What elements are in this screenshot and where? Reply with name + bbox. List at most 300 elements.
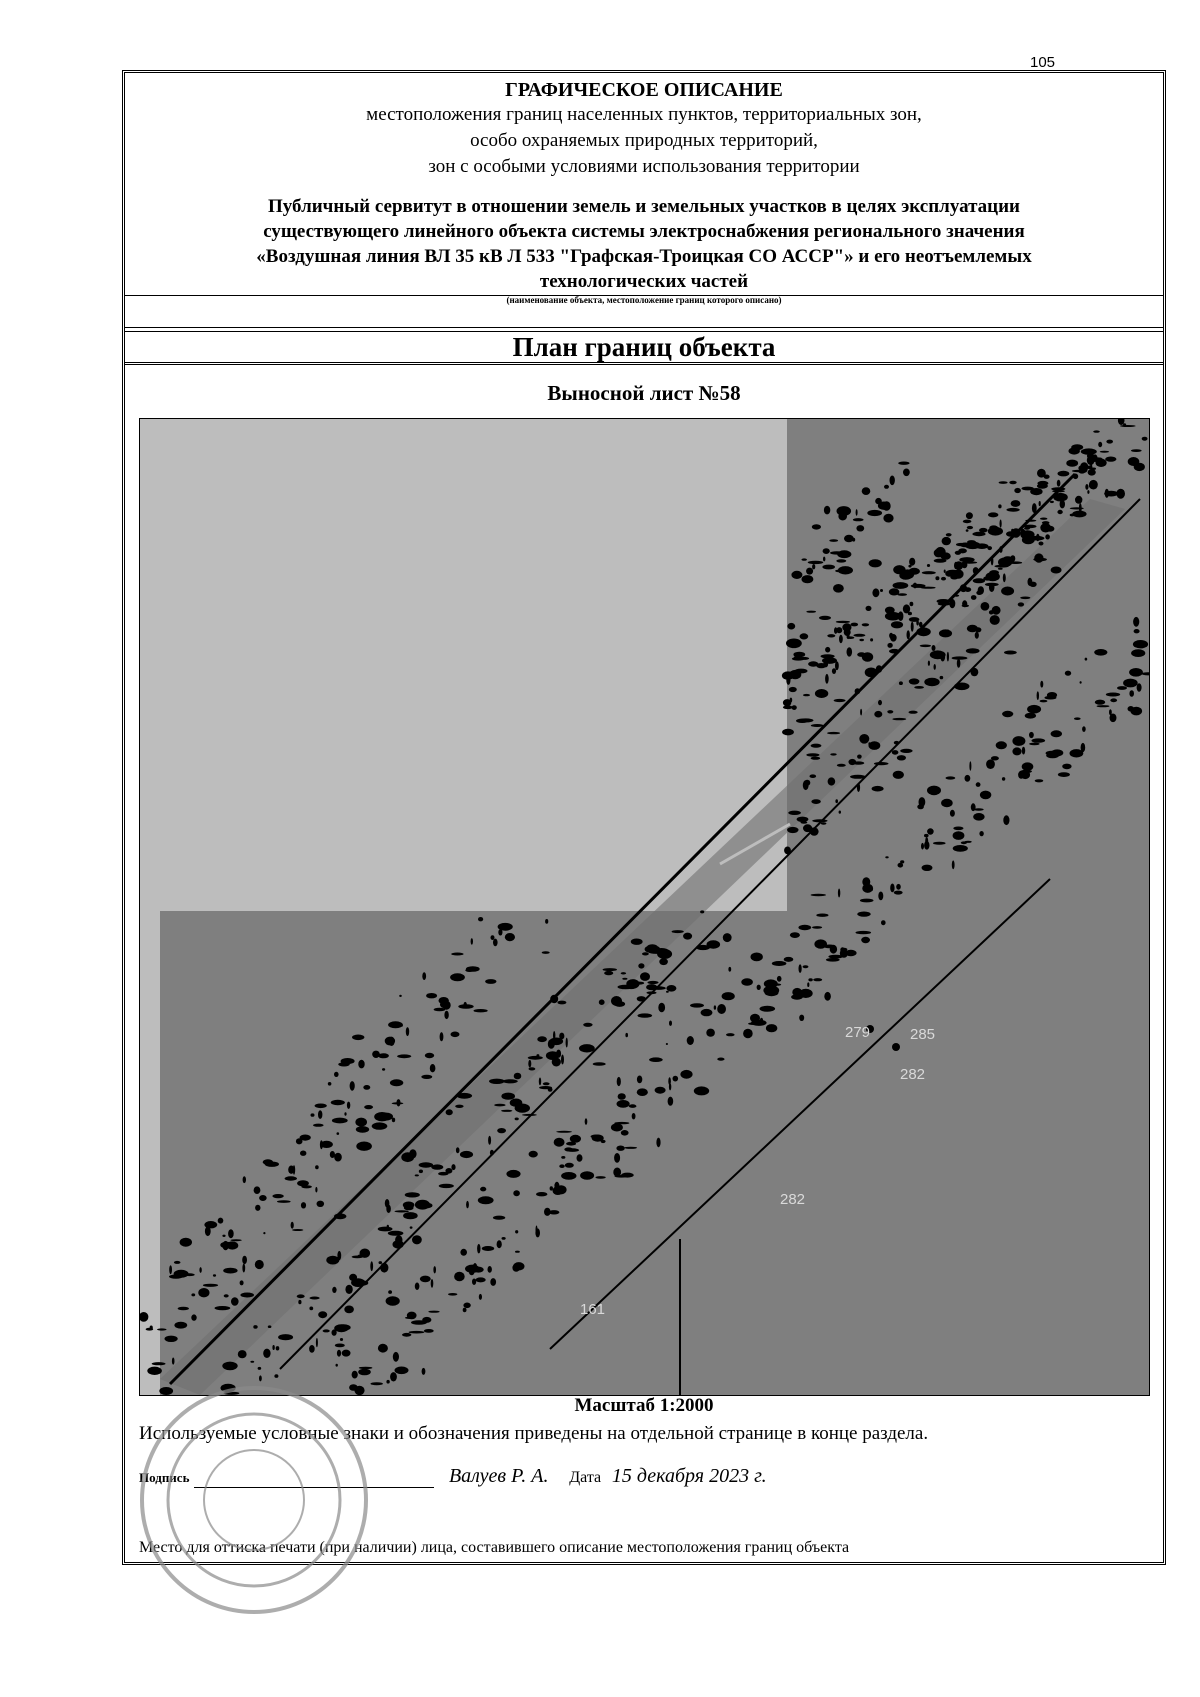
- vegetation-spot: [836, 621, 850, 623]
- vegetation-spot: [331, 1100, 345, 1105]
- vegetation-spot: [1021, 770, 1031, 779]
- vegetation-spot: [493, 1216, 505, 1220]
- vegetation-spot: [554, 1138, 565, 1147]
- vegetation-spot: [546, 1051, 559, 1060]
- vegetation-spot: [364, 1105, 373, 1109]
- vegetation-spot: [1090, 462, 1092, 470]
- vegetation-spot: [966, 648, 980, 653]
- vegetation-spot: [880, 589, 883, 592]
- vegetation-spot: [415, 1283, 420, 1290]
- vegetation-spot: [334, 1324, 348, 1332]
- vegetation-spot: [480, 1187, 486, 1192]
- vegetation-spot: [300, 1135, 311, 1141]
- vegetation-spot: [439, 997, 449, 1004]
- vegetation-spot: [613, 1168, 621, 1177]
- vegetation-spot: [658, 1003, 665, 1013]
- vegetation-spot: [830, 753, 836, 755]
- vegetation-spot: [335, 1344, 345, 1348]
- vegetation-spot: [614, 1153, 620, 1163]
- vegetation-spot: [1142, 437, 1148, 441]
- vegetation-spot: [802, 575, 814, 583]
- vegetation-spot: [828, 955, 843, 959]
- vegetation-spot: [618, 985, 634, 990]
- subtitle-line-2: особо охраняемых природных территорий,: [470, 130, 818, 151]
- vegetation-spot: [378, 1053, 389, 1058]
- vegetation-spot: [836, 559, 846, 562]
- vegetation-spot: [1089, 480, 1098, 490]
- vegetation-spot: [300, 1151, 306, 1156]
- vegetation-spot: [973, 578, 985, 583]
- vegetation-spot: [826, 958, 840, 962]
- signer-name: Валуев Р. А.: [448, 1465, 549, 1487]
- vegetation-spot: [642, 952, 649, 955]
- vegetation-spot: [358, 1060, 364, 1069]
- vegetation-spot: [750, 1014, 760, 1023]
- vegetation-spot: [238, 1350, 247, 1358]
- vegetation-spot: [561, 1055, 564, 1065]
- vegetation-spot: [285, 1176, 297, 1180]
- vegetation-spot: [1006, 508, 1019, 512]
- vegetation-spot: [1014, 488, 1021, 493]
- vegetation-spot: [793, 652, 805, 658]
- vegetation-spot: [850, 775, 866, 779]
- vegetation-spot: [460, 1249, 467, 1256]
- vegetation-spot: [180, 1238, 192, 1247]
- vegetation-spot: [1098, 442, 1102, 447]
- vegetation-spot: [263, 1232, 265, 1234]
- vegetation-spot: [787, 623, 795, 630]
- vegetation-spot: [1105, 457, 1116, 462]
- object-name-line-4: технологических частей: [539, 271, 749, 292]
- vegetation-spot: [845, 950, 857, 956]
- map-label: 285: [910, 1026, 936, 1043]
- vegetation-spot: [529, 1067, 536, 1070]
- vegetation-spot: [808, 978, 812, 981]
- vegetation-spot: [537, 1036, 547, 1042]
- legend-note: Используемые условные знаки и обозначения приведены на отдельной странице в конце раздела.: [139, 1423, 929, 1444]
- vegetation-spot: [222, 1241, 228, 1250]
- vegetation-spot: [857, 783, 860, 792]
- vegetation-spot: [501, 1093, 515, 1100]
- vegetation-spot: [485, 979, 496, 984]
- vegetation-spot: [617, 1077, 621, 1086]
- vegetation-spot: [638, 963, 644, 968]
- vegetation-spot: [971, 803, 976, 811]
- vegetation-spot: [1057, 480, 1061, 487]
- vegetation-spot: [326, 1256, 339, 1265]
- vegetation-spot: [1081, 743, 1086, 752]
- vegetation-spot: [907, 630, 910, 639]
- vegetation-spot: [1022, 536, 1035, 545]
- vegetation-spot: [823, 548, 830, 554]
- vegetation-spot: [318, 1311, 327, 1318]
- vegetation-spot: [853, 634, 865, 637]
- vegetation-spot: [222, 1235, 225, 1237]
- vegetation-spot: [1003, 815, 1009, 825]
- vegetation-spot: [680, 1070, 692, 1079]
- vegetation-spot: [816, 663, 826, 668]
- vegetation-spot: [673, 1076, 679, 1082]
- vegetation-spot: [934, 664, 936, 670]
- vegetation-spot: [451, 953, 463, 956]
- vegetation-spot: [388, 1231, 404, 1236]
- vegetation-spot: [444, 1011, 448, 1019]
- vegetation-spot: [800, 633, 809, 639]
- vegetation-spot: [542, 951, 550, 954]
- vegetation-spot: [941, 577, 946, 581]
- vegetation-spot: [824, 992, 831, 1001]
- vegetation-spot: [446, 1109, 453, 1115]
- vegetation-spot: [666, 1043, 668, 1045]
- vegetation-spot: [666, 985, 676, 992]
- vegetation-spot: [548, 1039, 555, 1049]
- vegetation-spot: [807, 982, 809, 987]
- vegetation-spot: [637, 1088, 648, 1096]
- vegetation-spot: [998, 568, 1003, 570]
- vegetation-spot: [169, 1275, 183, 1279]
- vegetation-spot: [887, 710, 893, 713]
- vegetation-spot: [878, 700, 882, 705]
- vegetation-spot: [647, 981, 658, 984]
- vegetation-spot: [890, 476, 895, 486]
- vegetation-spot: [1057, 510, 1062, 514]
- vegetation-spot: [638, 1013, 653, 1017]
- vegetation-spot: [1051, 567, 1062, 574]
- vegetation-spot: [1073, 474, 1078, 480]
- vegetation-spot: [847, 634, 850, 640]
- vegetation-spot: [382, 1068, 385, 1071]
- vegetation-spot: [415, 1174, 419, 1176]
- vegetation-spot: [386, 1205, 391, 1213]
- vegetation-spot: [1050, 501, 1054, 503]
- vegetation-spot: [979, 831, 983, 836]
- vegetation-spot: [420, 1276, 431, 1283]
- vegetation-spot: [887, 643, 892, 648]
- vegetation-spot: [927, 786, 941, 796]
- vegetation-spot: [614, 1122, 629, 1124]
- vegetation-spot: [347, 1102, 350, 1109]
- vegetation-spot: [272, 1345, 274, 1350]
- vegetation-spot: [986, 759, 995, 769]
- vegetation-spot: [215, 1306, 231, 1310]
- vegetation-spot: [451, 1164, 455, 1170]
- vegetation-spot: [1040, 681, 1043, 688]
- vegetation-spot: [614, 1001, 625, 1007]
- vegetation-spot: [243, 1176, 246, 1183]
- object-name-line-1: Публичный сервитут в отношении земель и земельных участков в целях эксплуатации: [268, 196, 1020, 217]
- vegetation-spot: [757, 985, 761, 990]
- vegetation-spot: [835, 570, 843, 573]
- vegetation-spot: [169, 1265, 172, 1274]
- vegetation-spot: [932, 645, 936, 651]
- vegetation-spot: [909, 678, 920, 684]
- vegetation-spot: [659, 958, 668, 965]
- vegetation-spot: [385, 1037, 395, 1046]
- vegetation-spot: [914, 686, 924, 689]
- vegetation-spot: [1042, 521, 1050, 524]
- vegetation-spot: [701, 1009, 713, 1016]
- vegetation-spot: [976, 591, 982, 595]
- vegetation-spot: [989, 610, 994, 614]
- vegetation-spot: [811, 724, 824, 727]
- vegetation-spot: [454, 1272, 465, 1282]
- vegetation-spot: [1128, 706, 1135, 712]
- vegetation-spot: [448, 1293, 457, 1296]
- vegetation-spot: [218, 1218, 224, 1224]
- vegetation-spot: [748, 1022, 759, 1025]
- vegetation-spot: [253, 1325, 257, 1329]
- vegetation-spot: [406, 1027, 409, 1036]
- vegetation-spot: [580, 1171, 594, 1180]
- vegetation-spot: [191, 1293, 195, 1296]
- vegetation-spot: [885, 612, 901, 621]
- sheet-title: Выносной лист №58: [547, 381, 741, 405]
- vegetation-spot: [1080, 681, 1082, 684]
- vegetation-spot: [395, 1235, 402, 1244]
- vegetation-spot: [579, 1044, 595, 1052]
- vegetation-spot: [493, 939, 498, 947]
- vegetation-spot: [857, 652, 866, 657]
- vegetation-spot: [798, 657, 809, 660]
- vegetation-spot: [472, 1279, 476, 1285]
- vegetation-spot: [419, 1170, 423, 1174]
- vegetation-spot: [1131, 449, 1142, 452]
- vegetation-spot: [422, 1368, 426, 1375]
- vegetation-spot: [355, 1118, 367, 1127]
- vegetation-spot: [954, 562, 958, 569]
- vegetation-spot: [857, 912, 870, 917]
- vegetation-spot: [798, 925, 811, 930]
- vegetation-spot: [433, 1266, 436, 1273]
- vegetation-spot: [409, 1149, 416, 1158]
- vegetation-spot: [1032, 738, 1046, 742]
- vegetation-spot: [344, 1306, 354, 1314]
- vegetation-spot: [515, 1118, 519, 1121]
- vegetation-spot: [426, 993, 437, 998]
- vegetation-spot: [313, 1124, 324, 1127]
- vegetation-spot: [336, 1364, 338, 1367]
- vegetation-spot: [398, 1025, 403, 1027]
- vegetation-spot: [889, 633, 893, 639]
- vegetation-spot: [388, 1021, 403, 1028]
- vegetation-spot: [860, 709, 862, 716]
- vegetation-spot: [976, 782, 981, 787]
- vegetation-spot: [787, 827, 798, 833]
- vegetation-spot: [422, 972, 426, 980]
- vegetation-spot: [292, 1229, 303, 1231]
- vegetation-spot: [425, 1053, 434, 1058]
- vegetation-spot: [933, 842, 946, 845]
- vegetation-spot: [203, 1284, 218, 1287]
- vegetation-spot: [973, 813, 984, 821]
- vegetation-spot: [315, 1165, 319, 1169]
- vegetation-spot: [795, 669, 808, 674]
- vegetation-spot: [1085, 484, 1088, 490]
- vegetation-spot: [921, 843, 924, 850]
- vegetation-spot: [840, 947, 844, 953]
- vegetation-spot: [806, 568, 813, 575]
- vegetation-spot: [583, 1023, 592, 1027]
- light-area-top-left: [140, 419, 787, 911]
- vegetation-spot: [1045, 534, 1050, 539]
- vegetation-spot: [178, 1307, 189, 1311]
- vegetation-spot: [529, 1151, 538, 1158]
- map-view: [139, 418, 1150, 1396]
- vegetation-spot: [439, 1184, 454, 1188]
- map-label: 161: [580, 1301, 606, 1318]
- vegetation-spot: [723, 933, 732, 942]
- vegetation-spot: [438, 1172, 448, 1176]
- vegetation-spot: [832, 668, 836, 674]
- vegetation-spot: [967, 625, 978, 633]
- vegetation-spot: [1082, 465, 1088, 473]
- vegetation-spot: [922, 865, 933, 871]
- vegetation-spot: [806, 753, 819, 756]
- vegetation-spot: [337, 1132, 340, 1135]
- vegetation-spot: [491, 935, 495, 940]
- vegetation-spot: [890, 884, 894, 893]
- vegetation-spot: [859, 639, 864, 641]
- vegetation-spot: [646, 991, 656, 994]
- vegetation-spot: [966, 529, 969, 532]
- vegetation-spot: [356, 1126, 369, 1133]
- vegetation-spot: [1040, 523, 1051, 532]
- vegetation-spot: [894, 741, 899, 745]
- vegetation-spot: [870, 638, 873, 641]
- vegetation-spot: [632, 1113, 636, 1119]
- vegetation-spot: [150, 1326, 153, 1330]
- vegetation-spot: [1022, 762, 1034, 770]
- vegetation-spot: [814, 939, 827, 948]
- vegetation-spot: [488, 1136, 491, 1145]
- vegetation-spot: [1002, 711, 1013, 717]
- vegetation-spot: [428, 1311, 439, 1313]
- vegetation-spot: [479, 1294, 482, 1300]
- vegetation-spot: [1110, 698, 1117, 702]
- vegetation-spot: [892, 750, 899, 755]
- vegetation-spot: [959, 557, 974, 562]
- vegetation-spot: [861, 937, 870, 943]
- object-caption: (наименование объекта, местоположение границ которого описано): [125, 295, 1163, 328]
- vegetation-spot: [706, 1029, 715, 1037]
- vegetation-spot: [668, 1077, 671, 1085]
- vegetation-spot: [893, 771, 904, 779]
- vegetation-spot: [849, 759, 857, 765]
- vegetation-spot: [784, 957, 794, 962]
- vegetation-spot: [838, 512, 847, 520]
- light-area-left-strip: [140, 911, 160, 1395]
- map-label: 282: [900, 1066, 926, 1083]
- vegetation-spot: [611, 1123, 623, 1131]
- plan-title: План границ объекта: [125, 331, 1163, 365]
- vegetation-spot: [410, 1226, 413, 1228]
- map-scale: Масштаб 1:2000: [574, 1395, 714, 1416]
- vegetation-spot: [557, 1001, 566, 1005]
- vegetation-spot: [842, 623, 851, 631]
- vegetation-spot: [556, 1131, 572, 1133]
- vegetation-spot: [456, 1147, 460, 1153]
- vegetation-spot: [545, 919, 548, 924]
- vegetation-spot: [1002, 777, 1005, 781]
- vegetation-spot: [310, 1297, 320, 1300]
- vegetation-spot: [465, 969, 473, 972]
- vegetation-spot: [1133, 640, 1148, 648]
- vegetation-spot: [358, 1369, 371, 1376]
- vegetation-spot: [998, 557, 1012, 567]
- vegetation-spot: [277, 1200, 291, 1203]
- vegetation-spot: [393, 1352, 399, 1362]
- vegetation-spot: [821, 654, 835, 658]
- vegetation-spot: [288, 1166, 294, 1174]
- vegetation-spot: [337, 1350, 341, 1357]
- vegetation-spot: [501, 1110, 512, 1112]
- vegetation-spot: [593, 1062, 606, 1066]
- vegetation-spot: [1039, 542, 1044, 546]
- vegetation-spot: [866, 606, 872, 611]
- vegetation-spot: [812, 819, 827, 822]
- object-name-line-2: существующего линейного объекта системы электроснабжения регионального значения: [263, 221, 1025, 242]
- vegetation-spot: [528, 1056, 543, 1060]
- vegetation-spot: [301, 1202, 306, 1208]
- vegetation-spot: [700, 910, 704, 913]
- vegetation-spot: [881, 920, 886, 925]
- vegetation-spot: [165, 1336, 178, 1342]
- vegetation-spot: [497, 1240, 502, 1248]
- vegetation-spot: [242, 1264, 245, 1273]
- vegetation-spot: [291, 1222, 294, 1229]
- vegetation-spot: [656, 1138, 660, 1148]
- vegetation-spot: [317, 1201, 325, 1207]
- vegetation-spot: [1028, 578, 1033, 586]
- vegetation-spot: [242, 1256, 247, 1264]
- vegetation-spot: [1072, 511, 1086, 518]
- vegetation-spot: [450, 973, 465, 981]
- vegetation-spot: [791, 571, 802, 579]
- vegetation-spot: [944, 570, 946, 573]
- vegetation-spot: [893, 582, 909, 589]
- vegetation-spot: [592, 1135, 604, 1142]
- vegetation-spot: [328, 1082, 332, 1086]
- vegetation-spot: [1120, 425, 1136, 427]
- vegetation-spot: [823, 557, 825, 562]
- vegetation-spot: [595, 1176, 605, 1179]
- vegetation-spot: [784, 847, 791, 855]
- vegetation-spot: [867, 510, 882, 516]
- vegetation-spot: [363, 1085, 370, 1090]
- vegetation-spot: [1039, 501, 1041, 506]
- vegetation-spot: [184, 1273, 194, 1276]
- vegetation-spot: [334, 1213, 346, 1219]
- vegetation-spot: [825, 647, 830, 653]
- vegetation-spot: [1071, 444, 1083, 450]
- vegetation-spot: [403, 1212, 418, 1219]
- vegetation-spot: [522, 1114, 537, 1116]
- vegetation-spot: [856, 509, 858, 516]
- vegetation-spot: [998, 504, 1001, 508]
- vegetation-spot: [666, 991, 669, 993]
- vegetation-spot: [550, 995, 558, 1003]
- vegetation-spot: [799, 964, 802, 973]
- vegetation-spot: [806, 611, 816, 613]
- vegetation-spot: [157, 1328, 167, 1330]
- vegetation-spot: [482, 1246, 494, 1251]
- vegetation-spot: [228, 1229, 234, 1238]
- vegetation-spot: [478, 917, 483, 921]
- vegetation-spot: [1096, 458, 1103, 466]
- vegetation-spot: [975, 632, 979, 639]
- vegetation-spot: [991, 557, 994, 566]
- date-label: Дата: [569, 1469, 602, 1486]
